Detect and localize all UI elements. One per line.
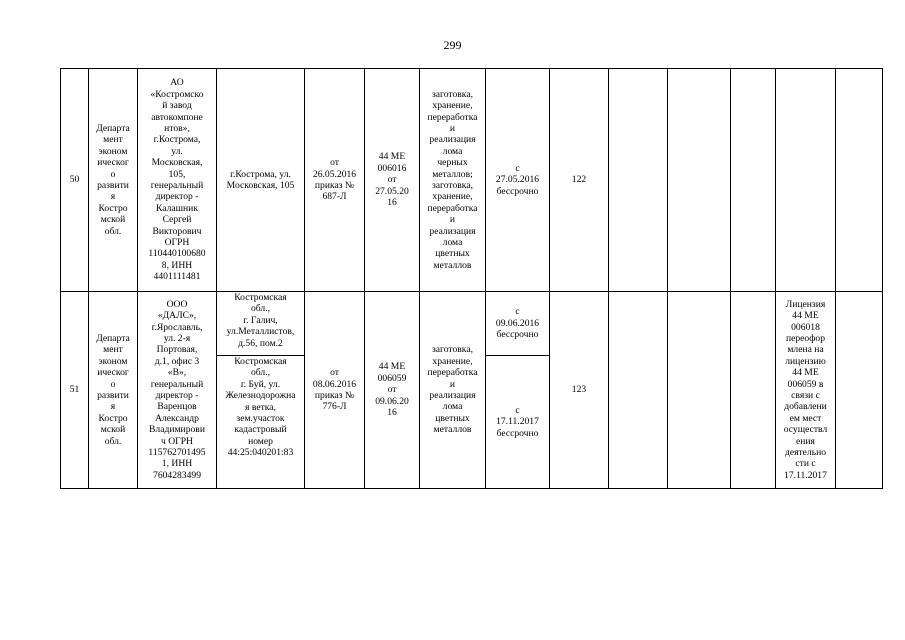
empty-cell xyxy=(668,69,731,292)
address-cell: Костромская обл., г. Галич, ул.Металлистов, д.56, пом.2 xyxy=(217,292,305,356)
empty-cell xyxy=(836,69,883,292)
department-cell: Департа мент эконом ическог о развити я Костро мской обл. xyxy=(89,69,138,292)
licensee-cell: АО «Костромско й завод автокомпоне нтов», г.Кострома, ул. Московская, 105, генеральный директор - Калашник Сергей Викторович ОГРН 110440100680 8, ИНН 4401111481 xyxy=(138,69,217,292)
term-cell: с 17.11.2017 бессрочно xyxy=(486,356,550,489)
activity-cell: заготовка, хранение, переработка и реализация лома цветных металлов xyxy=(420,292,486,489)
empty-cell xyxy=(609,69,668,292)
license-number-cell: 44 МЕ 006016 от 27.05.20 16 xyxy=(365,69,420,292)
note-cell: Лицензия 44 МЕ 006018 переофор млена на лицензию 44 МЕ 006059 в связи с добавлени ем мест осуществл ения деятельно сти с 17.11.2017 xyxy=(776,292,836,489)
address-cell: г.Кострома, ул. Московская, 105 xyxy=(217,69,305,292)
term-cell: с 09.06.2016 бессрочно xyxy=(486,292,550,356)
table-row xyxy=(61,69,883,292)
address-cell: Костромская обл., г. Буй, ул. Железнодорожна я ветка, зем.участок кадастровый номер 44:25:040201:83 xyxy=(217,356,305,489)
term-cell: с 27.05.2016 бессрочно xyxy=(486,69,550,292)
empty-cell xyxy=(731,69,776,292)
license-number-cell: 44 МЕ 006059 от 09.06.20 16 xyxy=(365,292,420,489)
activity-cell: заготовка, хранение, переработка и реализация лома черных металлов; заготовка, хранение, переработка и реализация лома цветных металлов xyxy=(420,69,486,292)
note-cell xyxy=(776,69,836,292)
order-cell: от 26.05.2016 приказ № 687-Л xyxy=(305,69,365,292)
row-number: 50 xyxy=(61,69,89,292)
empty-cell xyxy=(668,292,731,489)
page-number: 299 xyxy=(443,38,462,52)
empty-cell xyxy=(731,292,776,489)
code-cell: 122 xyxy=(550,69,609,292)
department-cell: Департа мент эконом ическог о развити я Костро мской обл. xyxy=(89,292,138,489)
license-registry-table xyxy=(60,68,883,489)
order-cell: от 08.06.2016 приказ № 776-Л xyxy=(305,292,365,489)
empty-cell xyxy=(609,292,668,489)
empty-cell xyxy=(836,292,883,489)
table-row xyxy=(61,292,883,356)
row-number: 51 xyxy=(61,292,89,489)
licensee-cell: ООО «ДАЛС», г.Ярославль, ул. 2-я Портовая, д.1, офис 3 «В», генеральный директор - Варенцов Александр Владимирови ч ОГРН 115762701495 1, ИНН 7604283499 xyxy=(138,292,217,489)
code-cell: 123 xyxy=(550,292,609,489)
